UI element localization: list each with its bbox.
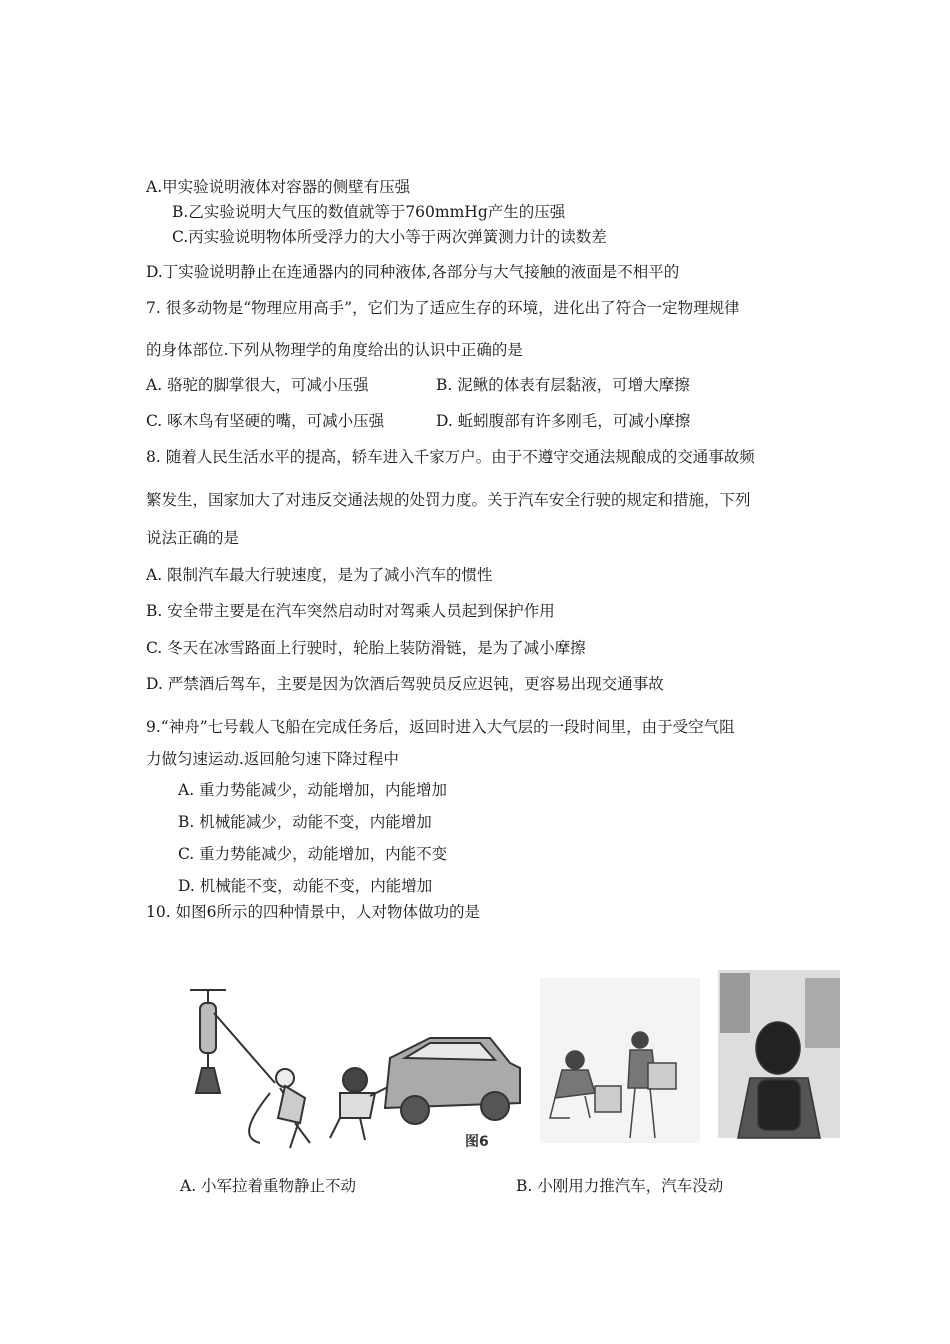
q8-option-c: C. 冬天在冰雪路面上行驶时，轮胎上装防滑链，是为了减小摩擦 [146, 639, 586, 657]
q7-option-a: A. 骆驼的脚掌很大，可减小压强 [146, 376, 369, 394]
q9-option-a: A. 重力势能减少，动能增加，内能增加 [178, 781, 448, 799]
q8-option-d: D. 严禁酒后驾车，主要是因为饮酒后驾驶员反应迟钝，更容易出现交通事故 [146, 675, 664, 693]
q9-stem-line2: 力做匀速运动.返回舱匀速下降过程中 [146, 750, 399, 768]
q6-option-c: C.丙实验说明物体所受浮力的大小等于两次弹簧测力计的读数差 [172, 228, 607, 246]
q9-option-b: B. 机械能减少，动能不变，内能增加 [178, 813, 432, 831]
q6-option-b: B.乙实验说明大气压的数值就等于760mmHg产生的压强 [172, 203, 566, 221]
q10-stem: 10. 如图6所示的四种情景中，人对物体做功的是 [146, 903, 480, 921]
q8-stem-line2: 繁发生，国家加大了对违反交通法规的处罚力度。关于汽车安全行驶的规定和措施，下列 [146, 491, 751, 509]
scene-box-lifting-photo [540, 978, 700, 1143]
q7-stem-line1: 7. 很多动物是“物理应用高手”，它们为了适应生存的环境，进化出了符合一定物理规律 [146, 299, 740, 317]
q10-option-b: B. 小刚用力推汽车，汽车没动 [516, 1177, 724, 1195]
q9-option-d: D. 机械能不变，动能不变，内能增加 [178, 877, 433, 895]
q6-option-d: D.丁实验说明静止在连通器内的同种液体,各部分与大气接触的液面是不相平的 [146, 263, 680, 281]
figure-6 [190, 968, 850, 1158]
q6-option-a: A.甲实验说明液体对容器的侧壁有压强 [146, 178, 411, 196]
q7-option-c: C. 啄木鸟有坚硬的嘴，可减小压强 [146, 412, 385, 430]
figure-caption: 图6 [465, 1134, 489, 1150]
q8-option-a: A. 限制汽车最大行驶速度，是为了减小汽车的惯性 [146, 566, 493, 584]
q7-stem-line2: 的身体部位.下列从物理学的角度给出的认识中正确的是 [146, 341, 523, 359]
scene-backpack-photo [718, 970, 840, 1138]
q9-stem-line1: 9.“神舟”七号载人飞船在完成任务后，返回时进入大气层的一段时间里，由于受空气阻 [146, 718, 735, 736]
q7-option-d: D. 蚯蚓腹部有许多刚毛，可减小摩擦 [436, 412, 691, 430]
q10-option-a: A. 小军拉着重物静止不动 [180, 1177, 357, 1195]
scene-car-push-illustration [330, 1038, 520, 1140]
q8-option-b: B. 安全带主要是在汽车突然启动时对驾乘人员起到保护作用 [146, 602, 555, 620]
q9-option-c: C. 重力势能减少，动能增加，内能不变 [178, 845, 448, 863]
q8-stem-line1: 8. 随着人民生活水平的提高，轿车进入千家万户。由于不遵守交通法规酿成的交通事故频 [146, 448, 755, 466]
scene-pulley-illustration [190, 990, 310, 1148]
q7-option-b: B. 泥鳅的体表有层黏液，可增大摩擦 [436, 376, 690, 394]
q8-stem-line3: 说法正确的是 [146, 529, 240, 547]
